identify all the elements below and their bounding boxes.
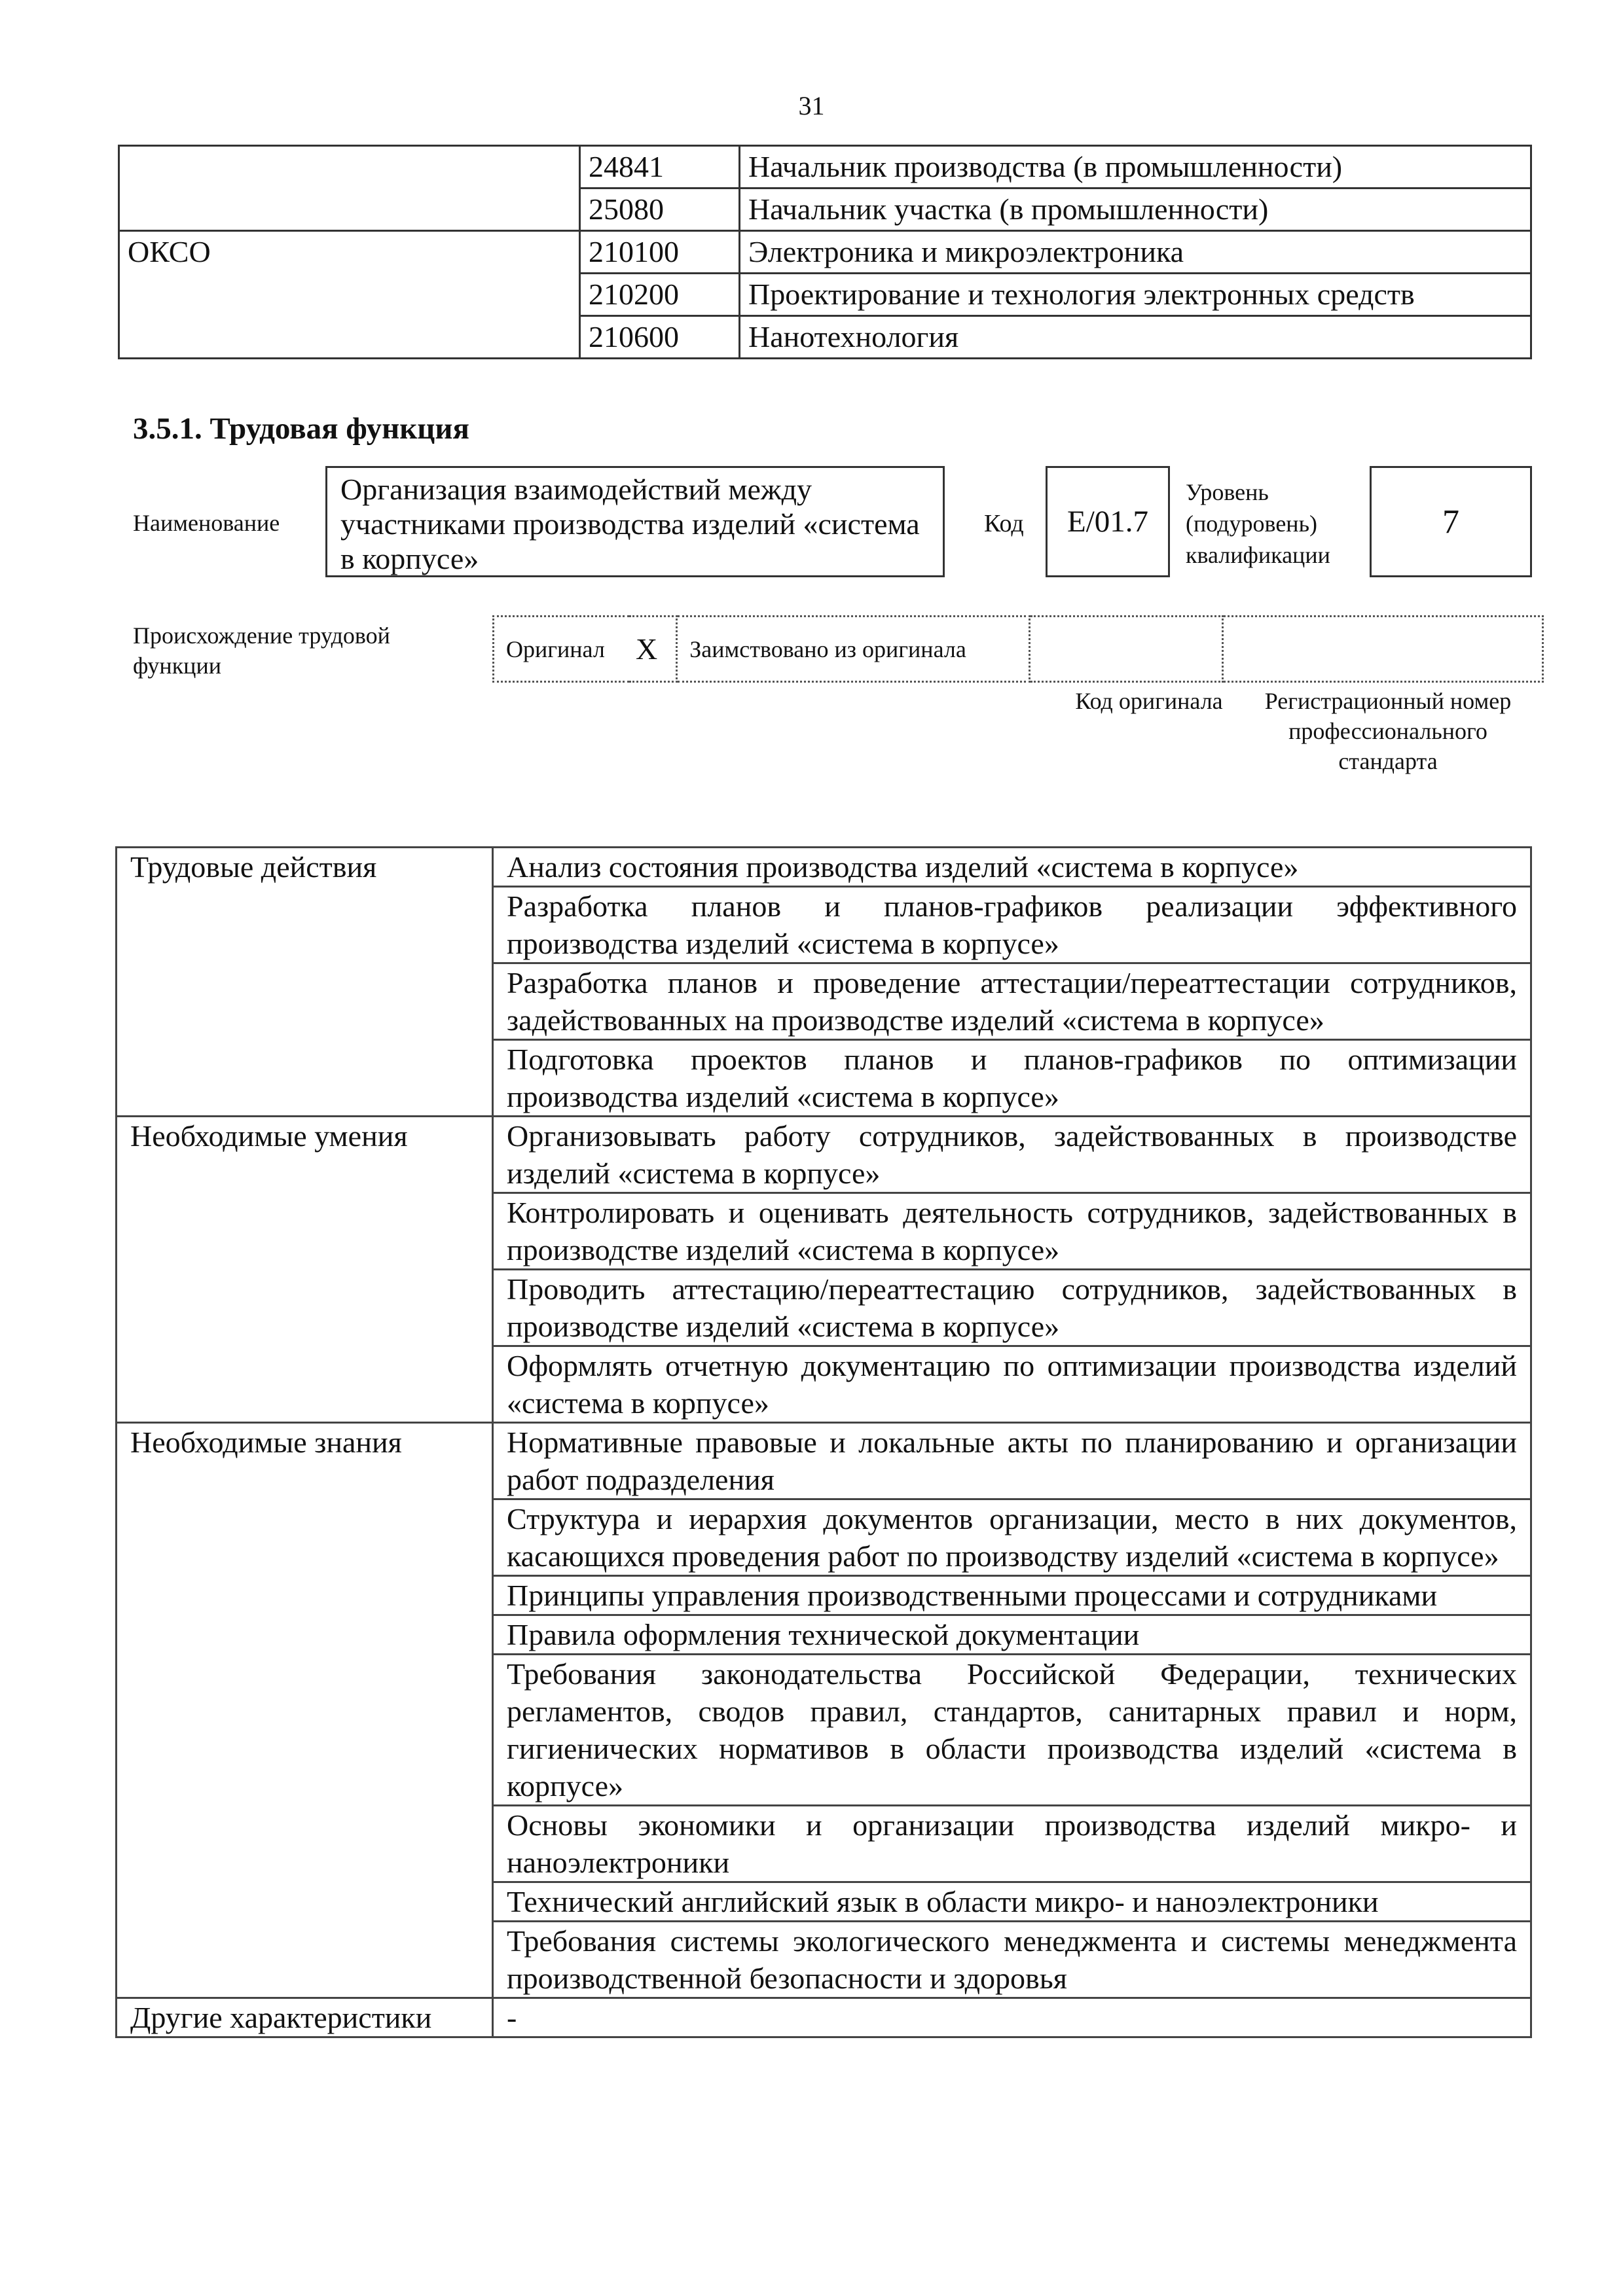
- category-cell: Необходимые знания: [117, 1423, 493, 1998]
- okso-group-label: ОКСО: [119, 231, 580, 274]
- item-cell: Оформлять отчетную документацию по оптимизации производства изделий «система в корпусе»: [493, 1346, 1531, 1423]
- okso-table: [118, 145, 1532, 359]
- item-cell: Контролировать и оценивать деятельность сотрудников, задействованных в производстве изделий «система в корпусе»: [493, 1193, 1531, 1270]
- reg-number-cell: [1223, 617, 1543, 682]
- table-row: [119, 231, 1531, 274]
- original-mark: X: [629, 617, 677, 682]
- category-cell: Трудовые действия: [117, 848, 493, 1117]
- item-cell: Структура и иерархия документов организации, место в них документов, касающихся проведения работ по производству изделий «система в корпусе»: [493, 1499, 1531, 1576]
- item-cell: Анализ состояния производства изделий «система в корпусе»: [493, 848, 1531, 887]
- reg-number-label: Регистрационный номер профессионального стандарта: [1264, 688, 1512, 774]
- item-cell: Организовывать работу сотрудников, задействованных в производстве изделий «система в корпусе»: [493, 1117, 1531, 1193]
- okso-name: Электроника и микроэлектроника: [740, 231, 1531, 274]
- origin-table: [492, 615, 1544, 683]
- borrowed-label: Заимствовано из оригинала: [677, 617, 1030, 682]
- table-row: [119, 188, 1531, 231]
- table-row: [117, 1998, 1531, 2037]
- okso-code: 25080: [580, 188, 740, 231]
- okso-code: 210100: [580, 231, 740, 274]
- function-name-value: Организация взаимодействий между участниками производства изделий «система в корпусе»: [325, 466, 945, 577]
- table-row: [119, 146, 1531, 188]
- item-cell: -: [493, 1998, 1531, 2037]
- table-row: [119, 274, 1531, 316]
- okso-code: 210600: [580, 316, 740, 359]
- qualification-level-value: 7: [1370, 466, 1532, 577]
- table-row: [494, 617, 1543, 682]
- page-number: 31: [798, 91, 825, 120]
- category-cell: Необходимые умения: [117, 1117, 493, 1423]
- section-title: 3.5.1. Трудовая функция: [133, 412, 469, 446]
- function-code-value: E/01.7: [1046, 466, 1170, 577]
- okso-group-empty: [119, 146, 580, 188]
- item-cell: Принципы управления производственными процессами и сотрудниками: [493, 1576, 1531, 1615]
- okso-code: 24841: [580, 146, 740, 188]
- okso-name: Начальник участка (в промышленности): [740, 188, 1531, 231]
- okso-name: Начальник производства (в промышленности): [740, 146, 1531, 188]
- item-cell: Подготовка проектов планов и планов-графиков по оптимизации производства изделий «система в корпусе»: [493, 1040, 1531, 1117]
- function-code-label: Код: [984, 510, 1024, 537]
- okso-name: Проектирование и технология электронных средств: [740, 274, 1531, 316]
- original-code-cell: [1030, 617, 1223, 682]
- original-label: Оригинал: [494, 617, 630, 682]
- original-code-label: Код оригинала: [1075, 688, 1223, 714]
- item-cell: Разработка планов и проведение аттестации/переаттестации сотрудников, задействованных на производстве изделий «система в корпусе»: [493, 963, 1531, 1040]
- qualification-level-label: Уровень (подуровень) квалификации: [1186, 479, 1330, 568]
- item-cell: Правила оформления технической документации: [493, 1615, 1531, 1655]
- category-cell: Другие характеристики: [117, 1998, 493, 2037]
- item-cell: Основы экономики и организации производства изделий микро- и наноэлектроники: [493, 1806, 1531, 1882]
- item-cell: Требования законодательства Российской Федерации, технических регламентов, сводов правил, стандартов, санитарных правил и норм, гигиенических нормативов в области производства изделий «система в корпусе»: [493, 1655, 1531, 1806]
- table-row: [117, 1423, 1531, 1499]
- item-cell: Требования системы экологического менеджмента и системы менеджмента производственной безопасности и здоровья: [493, 1922, 1531, 1998]
- item-cell: Проводить аттестацию/переаттестацию сотрудников, задействованных в производстве изделий «система в корпусе»: [493, 1270, 1531, 1346]
- item-cell: Технический английский язык в области микро- и наноэлектроники: [493, 1882, 1531, 1922]
- item-cell: Разработка планов и планов-графиков реализации эффективного производства изделий «система в корпусе»: [493, 887, 1531, 963]
- function-name-label: Наименование: [133, 510, 280, 536]
- okso-code: 210200: [580, 274, 740, 316]
- table-row: [117, 848, 1531, 887]
- okso-name: Нанотехнология: [740, 316, 1531, 359]
- table-row: [119, 316, 1531, 359]
- origin-label: Происхождение трудовой функции: [133, 622, 390, 679]
- item-cell: Нормативные правовые и локальные акты по планированию и организации работ подразделения: [493, 1423, 1531, 1499]
- labor-function-table: [115, 846, 1532, 2038]
- table-row: [117, 1117, 1531, 1193]
